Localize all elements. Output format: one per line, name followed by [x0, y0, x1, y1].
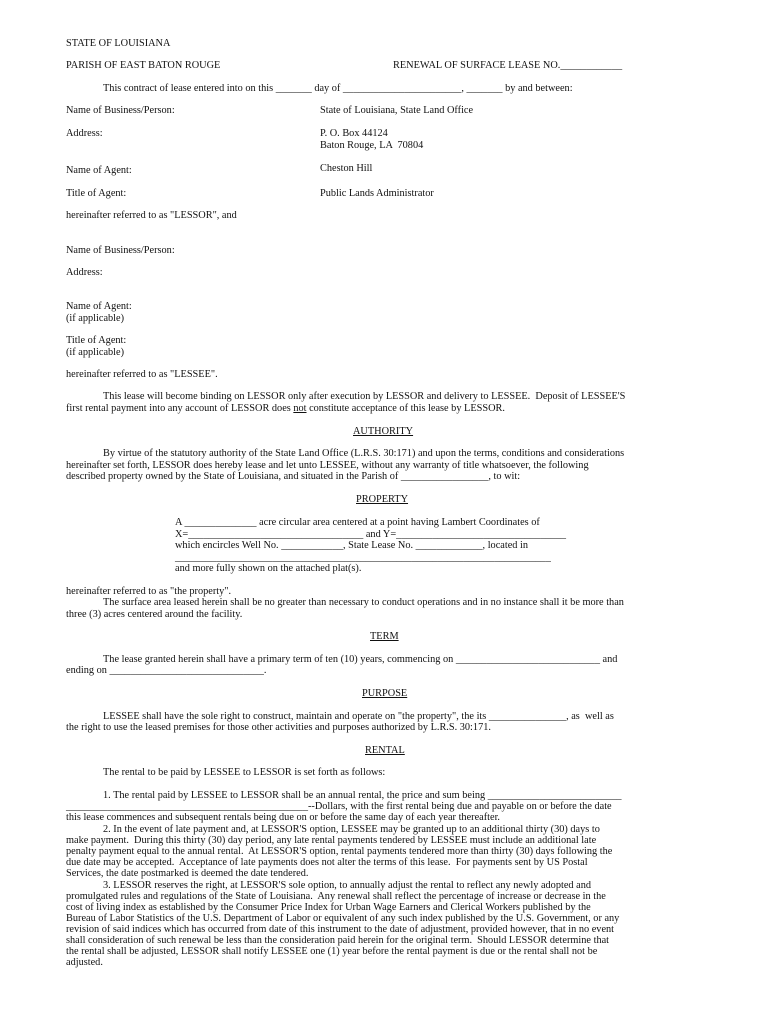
rental-p3-line1: 3. LESSOR reserves the right, at LESSOR'S sole option, to annually adjust the rental to reflect any newly adopted and [103, 880, 592, 891]
purpose-line1: LESSEE shall have the sole right to construct, maintain and operate on "the property", the its _______________, as well as [103, 711, 614, 722]
lessor-name-label: Name of Business/Person: [66, 105, 175, 116]
lessee-referred: hereinafter referred to as "LESSEE". [66, 369, 218, 380]
rental-p3-line6: shall consideration of such renewal be less than the consideration paid herein for the original term. Should LESSOR determine that [66, 935, 610, 946]
rental-p3-line8: adjusted. [66, 957, 103, 968]
rental-p3-line3: cost of living index as established by the Consumer Price Index for Urban Wage Earners and Clerical Workers published by the [66, 902, 591, 913]
property-line3: which encircles Well No. ____________, State Lease No. _____________, located in [175, 540, 529, 551]
authority-heading: AUTHORITY [353, 426, 414, 437]
renewal-lease-number: RENEWAL OF SURFACE LEASE NO.____________ [393, 60, 623, 71]
rental-p2-line1: 2. In the event of late payment and, at LESSOR'S option, LESSEE may be granted up to an additional thirty (30) days to [103, 824, 600, 835]
rental-p3-line7: the rental shall be adjusted, LESSOR shall notify LESSEE one (1) year before the rental payment is due or the rental shall not be [66, 946, 598, 957]
authority-line1: By virtue of the statutory authority of the State Land Office (L.R.S. 30:171) and upon the terms, conditions and considerations [103, 448, 625, 459]
property-line5: and more fully shown on the attached plat(s). [175, 563, 362, 574]
rental-p1-line2: _______________________________________________--Dollars, with the first rental being due and payable on or before the date [66, 801, 612, 812]
lessor-agent-label: Name of Agent: [66, 165, 132, 176]
rental-p1-line3: this lease commences and subsequent rentals being due on or before the same day of each year thereafter. [66, 812, 501, 823]
binding-line2-not: not [293, 403, 307, 414]
rental-p3-line5: revision of said indices which has occurred from date of this instrument to the date of adjustment, provided however, that in no event [66, 924, 615, 935]
property-after1: hereinafter referred to as "the property". [66, 586, 232, 597]
term-line2: ending on ______________________________. [66, 665, 267, 676]
rental-p2-line5: Services, the date postmarked is deemed the date tendered. [66, 868, 309, 879]
property-after3: three (3) acres centered around the facility. [66, 609, 243, 620]
rental-p2-line3: penalty payment equal to the annual rental. At LESSOR'S option, rental payments tendered more than thirty (30) days following the [66, 846, 613, 857]
rental-heading: RENTAL [365, 745, 405, 756]
rental-p3-line4: Bureau of Labor Statistics of the U.S. Department of Labor or equivalent of any such index published by the U.S. Government, or any [66, 913, 620, 924]
property-line4: _________________________________________________________________________ [175, 552, 551, 563]
lessor-title-label: Title of Agent: [66, 188, 127, 199]
lessee-name-label: Name of Business/Person: [66, 245, 175, 256]
rental-p2-line2: make payment. During this thirty (30) day period, any late rental payments tendered by LESSEE must include an additional late [66, 835, 597, 846]
authority-line3: described property owned by the State of Louisiana, and situated in the Parish of _________________, to wit: [66, 471, 521, 482]
lessor-referred: hereinafter referred to as "LESSOR", and [66, 210, 237, 221]
lessee-address-label: Address: [66, 267, 103, 278]
purpose-heading: PURPOSE [362, 688, 408, 699]
rental-intro: The rental to be paid by LESSEE to LESSOR is set forth as follows: [103, 767, 386, 778]
lessor-agent-value: Cheston Hill [320, 163, 373, 174]
binding-line1: This lease will become binding on LESSOR only after execution by LESSOR and delivery to LESSEE. Deposit of LESSEE'S [103, 391, 626, 402]
term-heading: TERM [370, 631, 399, 642]
parish-heading: PARISH OF EAST BATON ROUGE [66, 60, 221, 71]
binding-line2 [66, 403, 505, 414]
authority-line2: hereinafter set forth, LESSOR does hereby lease and let unto LESSEE, without any warranty of title whatsoever, the following [66, 460, 589, 471]
property-after2: The surface area leased herein shall be no greater than necessary to conduct operations and in no instance shall it be more than [103, 597, 624, 608]
lessee-title-label: Title of Agent: [66, 335, 127, 346]
rental-p3-line2: promulgated rules and regulations of the State of Louisiana. Any renewal shall reflect the percentage of increase or decrease in the [66, 891, 606, 902]
term-line1: The lease granted herein shall have a primary term of ten (10) years, commencing on ____________________________ and [103, 654, 618, 665]
binding-line2-post: constitute acceptance of this lease by LESSOR. [306, 403, 505, 414]
rental-p1-line1: 1. The rental paid by LESSEE to LESSOR shall be an annual rental, the price and sum being __________________________ [103, 790, 622, 801]
lessor-address-line2: Baton Rouge, LA 70804 [320, 140, 424, 151]
lessee-title-note: (if applicable) [66, 347, 125, 358]
purpose-line2: the right to use the leased premises for those other activities and purposes authorized by L.R.S. 30:171. [66, 722, 491, 733]
property-line1: A ______________ acre circular area centered at a point having Lambert Coordinates of [175, 517, 540, 528]
lessor-address-label: Address: [66, 128, 103, 139]
intro-line: This contract of lease entered into on this _______ day of _______________________, _______ by and between: [103, 83, 573, 94]
property-line2: X=__________________________________ and Y=_________________________________ [175, 529, 567, 540]
rental-p2-line4: due date may be accepted. Acceptance of late payments does not alter the terms of this lease. For payments sent by US Postal [66, 857, 588, 868]
lessor-name-value: State of Louisiana, State Land Office [320, 105, 474, 116]
binding-line2-pre: first rental payment into any account of LESSOR does [66, 403, 294, 414]
property-heading: PROPERTY [356, 494, 409, 505]
lessee-agent-note: (if applicable) [66, 313, 125, 324]
lessee-agent-label: Name of Agent: [66, 301, 132, 312]
lessor-title-value: Public Lands Administrator [320, 188, 434, 199]
state-heading: STATE OF LOUISIANA [66, 38, 171, 49]
lessor-address-line1: P. O. Box 44124 [320, 128, 388, 139]
